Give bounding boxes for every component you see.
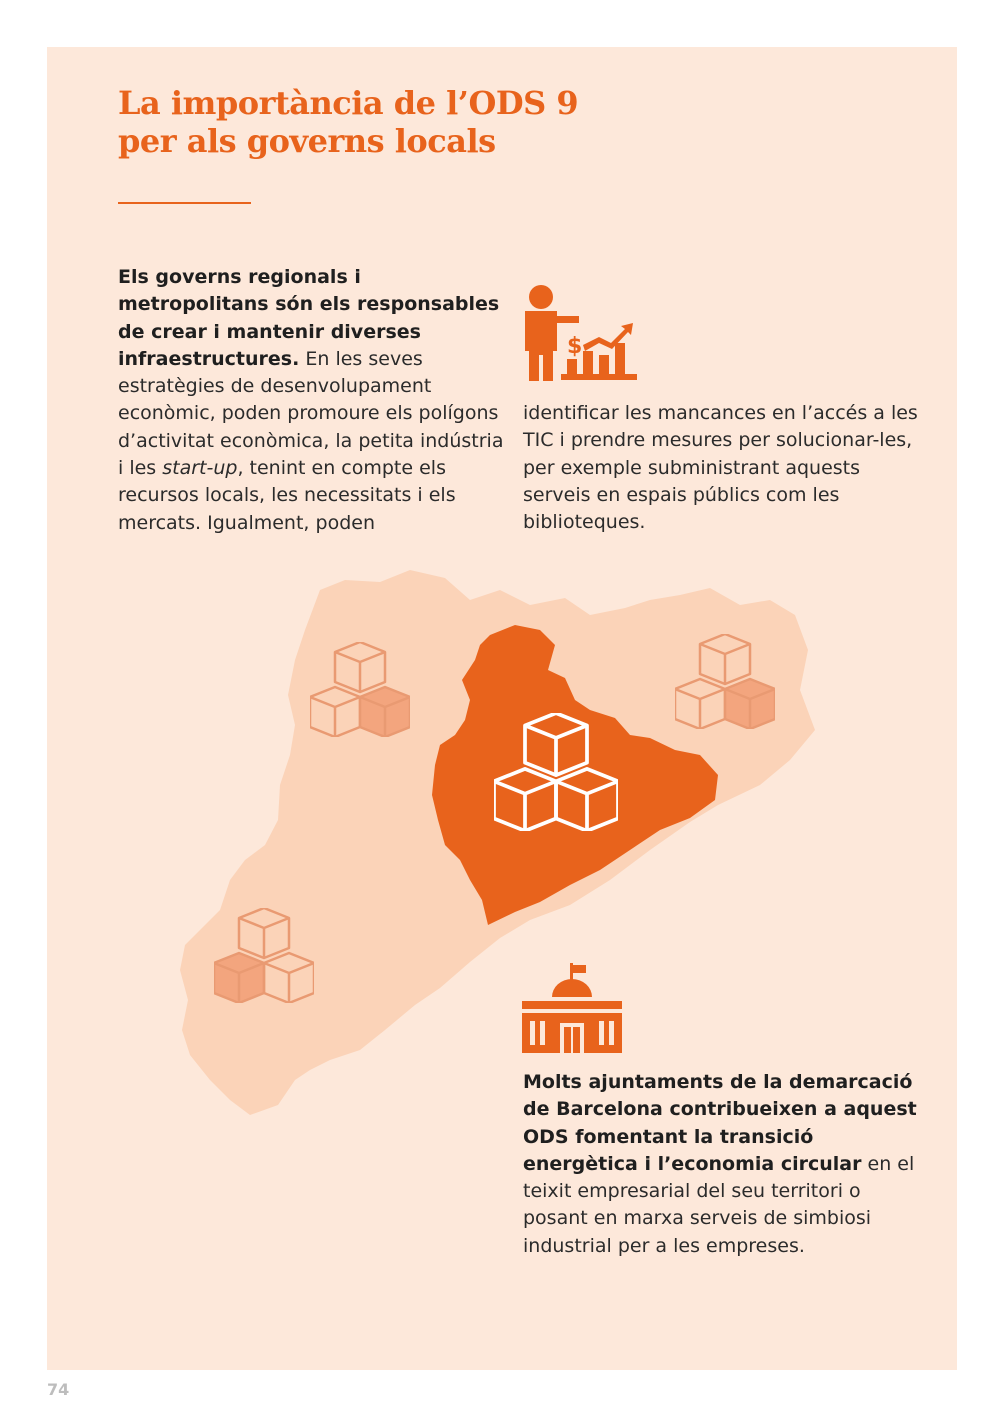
stacked-cubes-icon [214,908,314,1003]
continuation-paragraph [523,400,923,536]
municipalities-bold-text: Molts ajuntaments de la demarcació de Barcelona contribueixen a aquest ODS fomentant la transició energètica i l’economia circular [523,1071,917,1175]
cubes-icon-south [214,908,314,1003]
page-title [118,84,638,160]
town-hall-icon [522,963,622,1053]
intro-text-b: , tenint en compte els recursos locals, les necessitats i els mercats. Igualment, poden [118,457,456,534]
intro-bold-text: Els governs regionals i metropolitans són els responsables de crear i mantenir diverses infraestructures. [118,266,500,370]
cubes-icon-barcelona [494,713,618,831]
municipalities-text: en el teixit empresarial del seu territori o posant en marxa serveis de simbiosi industrial per a les empreses. [523,1152,915,1257]
title-line-1: La importància de l’ODS 9 [118,84,579,122]
svg-text:$: $ [567,334,583,359]
title-underline [118,202,251,204]
continuation-text: identificar les mancances en l’accés a les TIC i prendre mesures per solucionar-les, per exemple subministrant aquests serveis en espais públics com les biblioteques. [523,402,918,534]
title-line-2: per als governs locals [118,122,496,160]
stacked-cubes-icon [494,713,618,831]
municipalities-paragraph [523,1069,923,1260]
intro-paragraph [118,264,508,537]
stacked-cubes-icon [675,634,775,729]
page-number: 74 [47,1380,70,1399]
cubes-icon-west [310,642,410,737]
stacked-cubes-icon [310,642,410,737]
person-growth-chart-icon [521,283,639,383]
intro-italic-text: start-up [162,457,238,480]
cubes-icon-east [675,634,775,729]
intro-text-a: En les seves estratègies de desenvolupament econòmic, poden promoure els polígons d’activitat econòmica, la petita indústria i les [118,347,504,480]
